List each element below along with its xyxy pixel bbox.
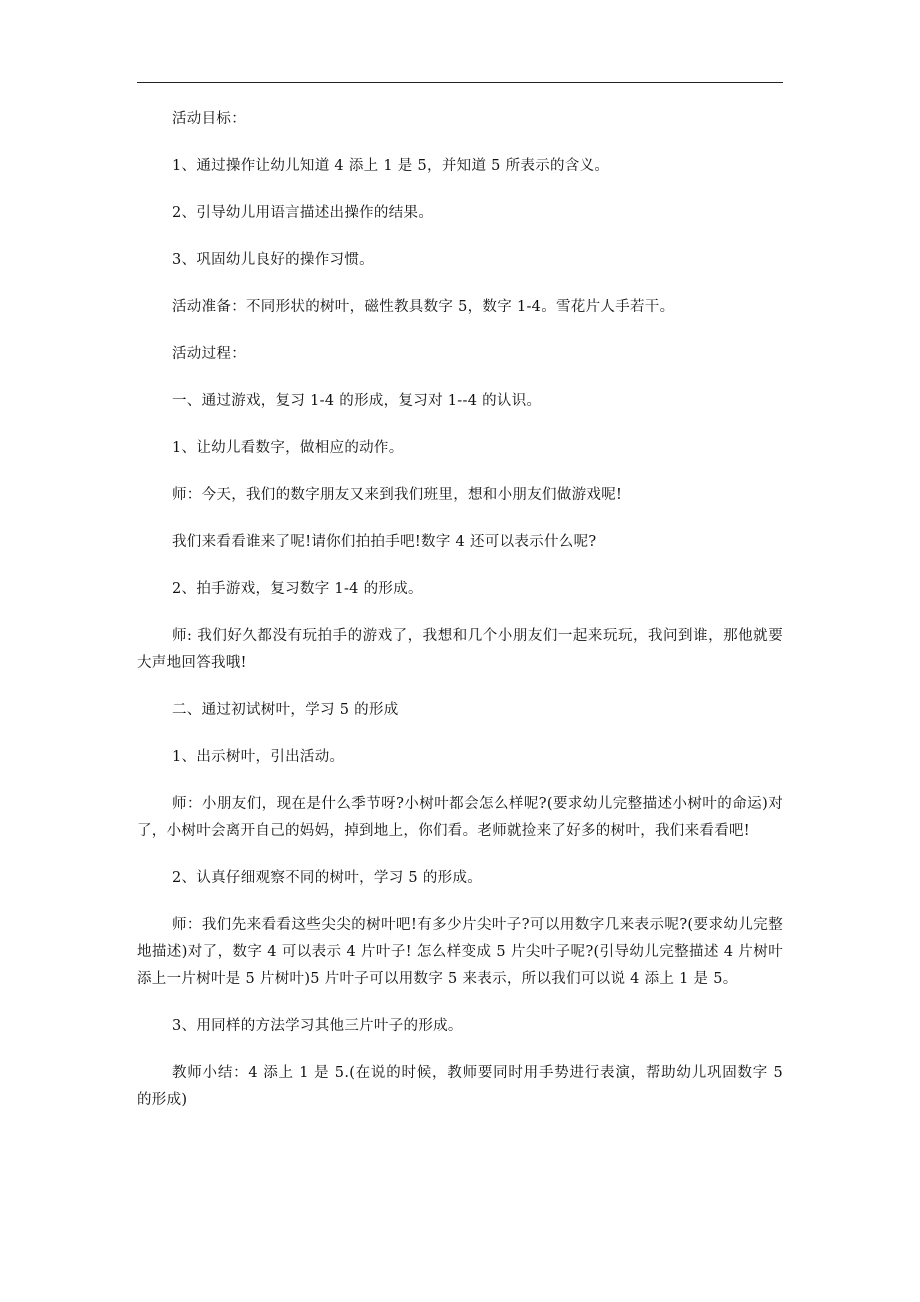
section-one-step-2: 2、拍手游戏，复习数字 1-4 的形成。: [172, 581, 423, 597]
goal-item-1: 1、通过操作让幼儿知道 4 添上 1 是 5，并知道 5 所表示的含义。: [172, 158, 610, 174]
section-two-step-3: 3、用同样的方法学习其他三片叶子的形成。: [172, 1018, 463, 1034]
activity-preparation: 活动准备：不同形状的树叶，磁性教具数字 5，数字 1-4。雪花片人手若干。: [172, 299, 675, 315]
goal-item-3: 3、巩固幼儿良好的操作习惯。: [172, 252, 374, 268]
section-two-heading: 二、通过初试树叶，学习 5 的形成: [172, 702, 399, 718]
section-one-step-1: 1、让幼儿看数字，做相应的动作。: [172, 440, 404, 456]
teacher-dialogue-1: 师：今天，我们的数字朋友又来到我们班里，想和小朋友们做游戏呢!: [172, 487, 623, 503]
teacher-dialogue-3: 师: 我们好久都没有玩拍手的游戏了，我想和几个小朋友们一起来玩玩，我问到谁，那他就要大声地回答我哦!: [137, 628, 783, 671]
header-rule: [137, 82, 783, 83]
document-body: [137, 106, 783, 1134]
section-two-step-1: 1、出示树叶，引出活动。: [172, 749, 345, 765]
goal-item-2: 2、引导幼儿用语言描述出操作的结果。: [172, 205, 434, 221]
heading-activity-goals: 活动目标：: [172, 111, 246, 127]
teacher-dialogue-2: 我们来看看谁来了呢!请你们拍拍手吧!数字 4 还可以表示什么呢?: [172, 534, 597, 550]
section-two-step-2: 2、认真仔细观察不同的树叶，学习 5 的形成。: [172, 870, 483, 886]
teacher-summary: 教师小结：4 添上 1 是 5.(在说的时候，教师要同时用手势进行表演，帮助幼儿巩固数字 5 的形成): [137, 1065, 783, 1108]
section-one-heading: 一、通过游戏，复习 1-4 的形成，复习对 1--4 的认识。: [172, 393, 542, 409]
heading-activity-process: 活动过程：: [172, 346, 246, 362]
teacher-dialogue-4: 师：小朋友们，现在是什么季节呀?小树叶都会怎么样呢?(要求幼儿完整描述小树叶的命运)对了，小树叶会离开自己的妈妈，掉到地上，你们看。老师就捡来了好多的树叶，我们来看看吧!: [137, 796, 783, 839]
teacher-dialogue-5: 师：我们先来看看这些尖尖的树叶吧!有多少片尖叶子?可以用数字几来表示呢?(要求幼儿完整地描述)对了，数字 4 可以表示 4 片叶子! 怎么样变成 5 片尖叶子呢?(引导幼儿完整描述 4 片树叶添上一片树叶是 5 片树叶)5 片叶子可以用数字 5 来表示，所以我们可以说 4 添上 1 是 5。: [137, 917, 783, 987]
